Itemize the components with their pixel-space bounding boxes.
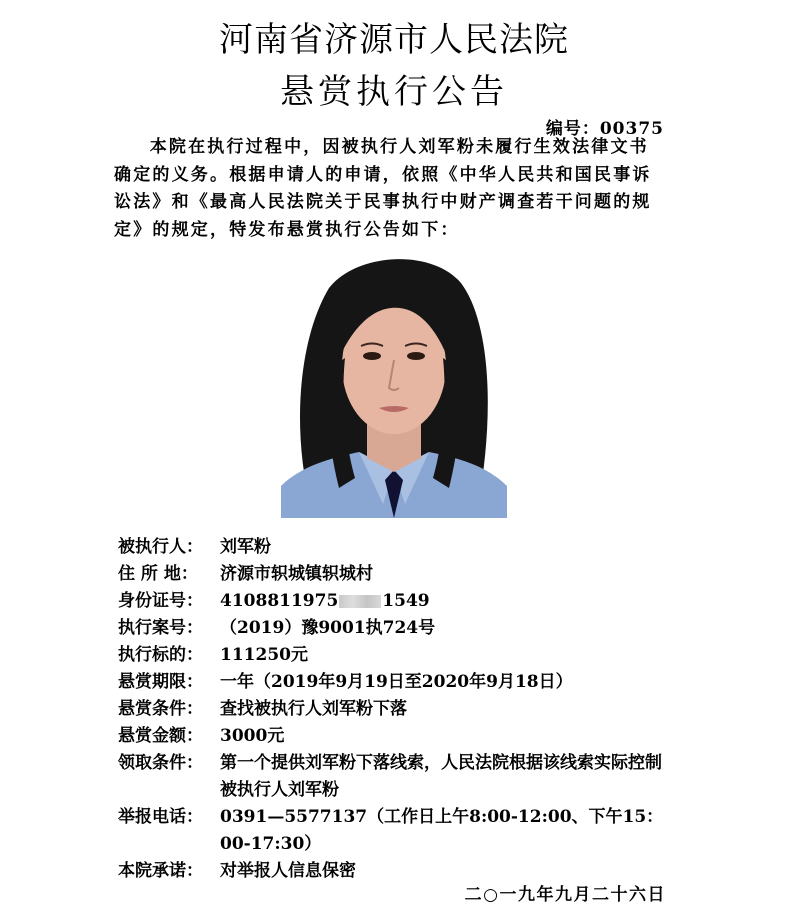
id-prefix: 4108811975: [220, 591, 339, 611]
subject-photo: [281, 248, 507, 518]
redaction-block: [339, 595, 381, 608]
notice-title: 悬赏执行公告: [280, 72, 508, 112]
row-claim: [118, 750, 678, 804]
row-amount: [118, 642, 678, 669]
claim-value: 第一个提供刘军粉下落线索，人民法院根据该线索实际控制被执行人刘军粉: [220, 753, 662, 800]
amount-label: 执行标的：: [118, 645, 203, 665]
row-name: [118, 534, 678, 561]
address-label: 住 所 地：: [118, 564, 198, 584]
condition-label: 悬赏条件：: [118, 699, 203, 719]
document-number: 编号：00375: [545, 119, 664, 139]
row-address: [118, 561, 678, 588]
row-id-number: [118, 588, 678, 615]
phone-value: 0391—5577137（工作日上午8:00-12:00、下午15：00-17:30）: [220, 807, 664, 854]
reward-label: 悬赏金额：: [118, 726, 203, 746]
period-label: 悬赏期限：: [118, 672, 203, 692]
reward-value: 3000元: [220, 726, 285, 746]
id-value: [220, 588, 670, 615]
row-condition: [118, 696, 678, 723]
issue-date: 二○一九年九月二十六日: [464, 885, 666, 905]
period-value: 一年（2019年9月19日至2020年9月18日）: [220, 672, 573, 692]
row-case-number: [118, 615, 678, 642]
row-phone: [118, 804, 678, 858]
name-value: 刘军粉: [220, 537, 271, 557]
phone-label: 举报电话：: [118, 807, 203, 827]
case-value: （2019）豫9001执724号: [220, 618, 436, 638]
row-reward: [118, 723, 678, 750]
id-suffix: 1549: [382, 591, 430, 611]
promise-value: 对举报人信息保密: [220, 861, 356, 881]
name-label: 被执行人：: [118, 537, 203, 557]
address-value: 济源市轵城镇轵城村: [220, 564, 373, 584]
case-label: 执行案号：: [118, 618, 203, 638]
amount-value: 111250元: [220, 645, 308, 665]
court-name: 河南省济源市人民法院: [219, 20, 569, 60]
detail-list: [118, 534, 678, 885]
id-label: 身份证号：: [118, 591, 203, 611]
promise-label: 本院承诺：: [118, 861, 203, 881]
row-period: [118, 669, 678, 696]
claim-label: 领取条件：: [118, 753, 203, 773]
intro-paragraph: 本院在执行过程中，因被执行人刘军粉未履行生效法律文书确定的义务。根据申请人的申请，依照《中华人民共和国民事诉讼法》和《最高人民法院关于民事执行中财产调查若干问题的规定》的规定，特发布悬赏执行公告如下：: [114, 137, 652, 240]
condition-value: 查找被执行人刘军粉下落: [220, 699, 407, 719]
